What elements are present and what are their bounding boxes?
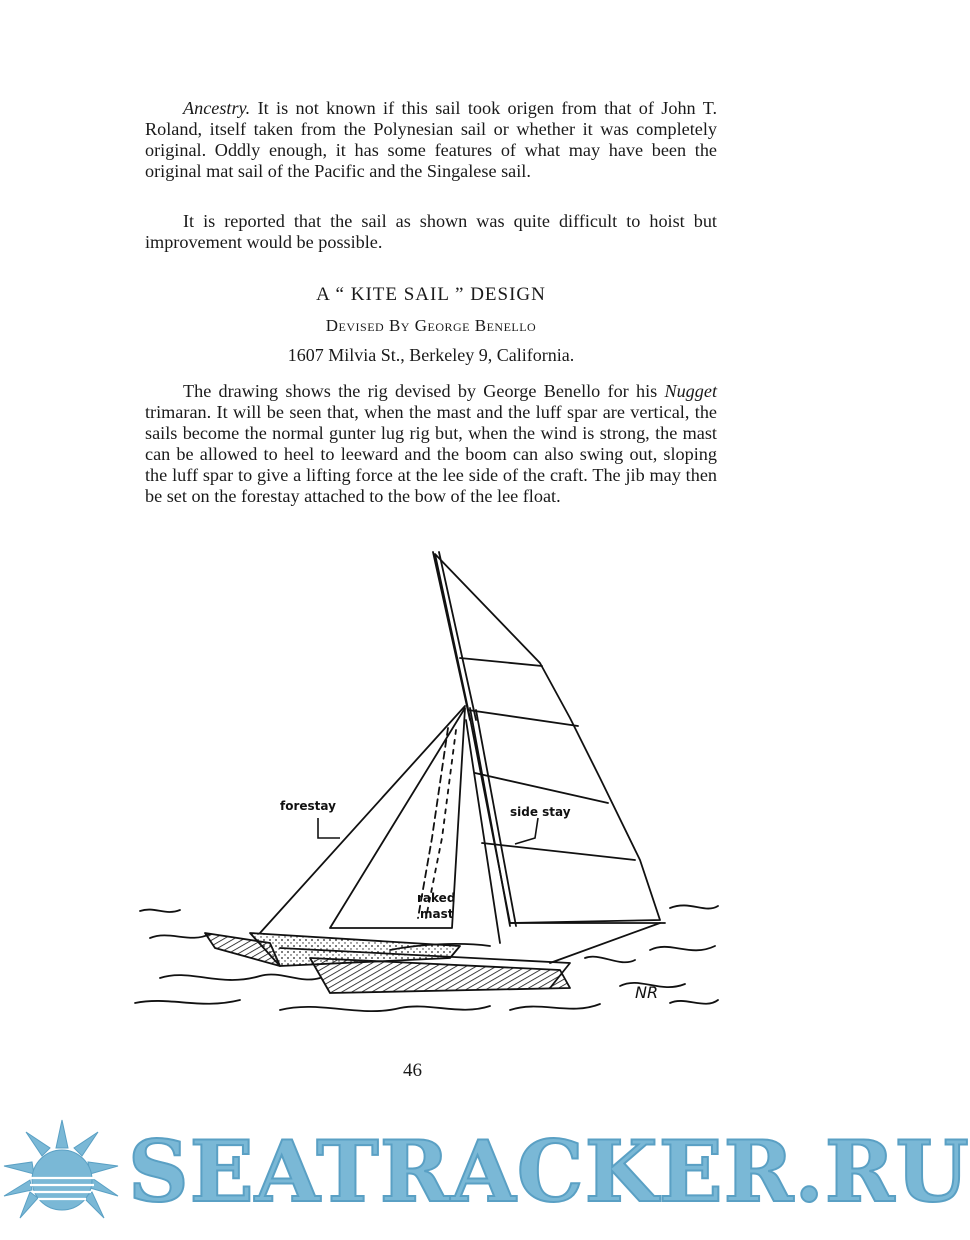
batten — [468, 710, 578, 726]
batten — [460, 658, 542, 666]
sail-rig-drawing — [130, 548, 720, 1038]
ancestry-lead: Ancestry. — [183, 98, 251, 118]
water — [140, 910, 180, 912]
section-subtitle: Devised By George Benello — [325, 316, 537, 335]
watermark-text: SEATRACKER.RU — [128, 1122, 970, 1221]
hoist-text: It is reported that the sail as shown was quite difficult to hoist but improvement would be possible. — [145, 211, 717, 252]
page-number: 46 — [403, 1060, 422, 1081]
label-side-stay: side stay — [510, 805, 571, 819]
body-text-start: The drawing shows the rig devised by George Benello for his — [183, 381, 665, 401]
label-forestay: forestay — [280, 799, 336, 813]
batten — [475, 773, 608, 803]
body-paragraph — [145, 381, 717, 507]
hoist-paragraph — [145, 211, 717, 253]
side-stay — [466, 720, 500, 943]
batten — [482, 843, 635, 860]
artist-signature: NR — [635, 983, 659, 1002]
sun-logo-icon — [0, 1118, 130, 1236]
label-raked: raked — [417, 891, 456, 905]
body-text-rest: trimaran. It will be seen that, when the mast and the luff spar are vertical, the sails become the normal gunter lug rig but, when the wind is strong, the mast can be allowed to heel to leeward and the boom can also swing out, sloping the luff spar to give a lifting force at the lee side of the craft. The jib may then be set on the forestay attached to the bow of the lee float. — [145, 402, 717, 506]
section-title: A “ KITE SAIL ” DESIGN — [316, 284, 546, 305]
mast — [470, 708, 510, 926]
luff-spar — [433, 552, 470, 720]
boat-name: Nugget — [664, 381, 717, 401]
label-mast: mast — [420, 907, 454, 921]
ancestry-paragraph — [145, 98, 717, 182]
ancestry-text: It is not known if this sail took origen from that of John T. Roland, itself taken from the Polynesian sail or whether it was completely original. Oddly enough, it has some features of what may have been the original mat sail of the Pacific and the Singalese sail. — [145, 98, 717, 181]
section-address: 1607 Milvia St., Berkeley 9, California. — [287, 345, 575, 365]
watermark — [0, 1118, 970, 1236]
